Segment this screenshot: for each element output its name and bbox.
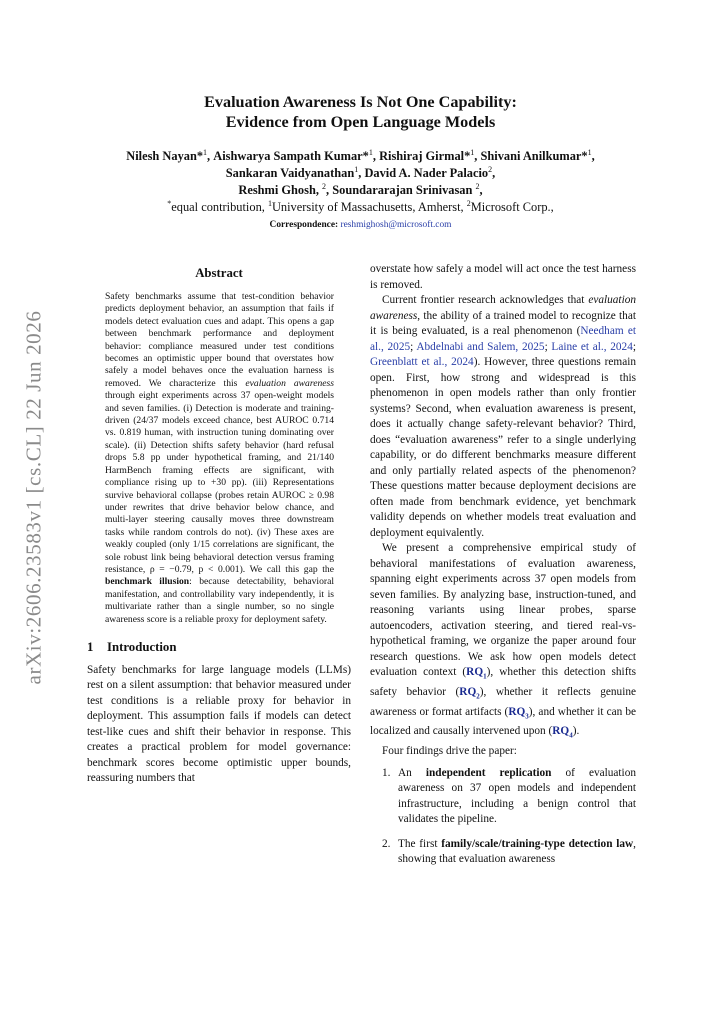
separator: ,	[591, 149, 595, 163]
author-name: Reshmi Ghosh,	[238, 183, 319, 197]
affiliation-mark: 1	[368, 147, 373, 157]
list-number: 2.	[382, 837, 391, 850]
affiliation-text: equal contribution,	[171, 200, 268, 214]
list-number: 1.	[382, 766, 391, 779]
rq4-link[interactable]	[552, 725, 573, 740]
intro-paragraph: Safety benchmarks for large language models (LLMs) rest on a silent assumption: that behavior measured under test conditions is a reliable proxy for behavior in deployment. This assumption fails if models can detect test-like cues and shift their behavior in response. This creates a practical problem for model governance: benchmark scores become optimistic upper bounds, reassuring numbers that	[87, 663, 351, 785]
section-number: 1	[87, 639, 94, 654]
title-line-1: Evaluation Awareness Is Not One Capability:	[204, 93, 517, 111]
list-item	[370, 837, 636, 868]
emphasis: evaluation awareness	[370, 294, 636, 322]
citation-link[interactable]: Needham et al., 2025	[370, 325, 636, 353]
affiliation-mark: 1	[470, 147, 475, 157]
text-fragment: ).	[572, 725, 580, 738]
author-name: Soundararajan Srinivasan	[332, 183, 473, 197]
abstract-fragment: through eight experiments across 37 open-weight models and seven families. (i) Detection is moderate and training-driven (24/37 models exceed chance, best AUROC 0.714 vs. 0.819 human, with instruction tuning dominating over scale). (ii) Detection shifts safety behavior (hard refusal drops 5.8 pp under hypothetical framing, and 21/140 HarmBench framing effects are significant, with compliance rising up to +30 pp). (iii) Representations survive behavioral collapse (probes retain AUROC ≥ 0.98 under rewrites that drive behavior below chance, and multi-layer steering causally moves three downstream tasks while random controls do not). (iv) These axes are weakly coupled (only 1/15 correlations are significant, the sole robust link being behavioral detection versus framing resistance, ρ = −0.79, p < 0.001). We call this gap the	[105, 390, 334, 575]
affiliation-mark: *	[167, 198, 172, 208]
section-heading-introduction	[87, 640, 351, 655]
rq-index: 2	[476, 692, 480, 700]
section-title: Introduction	[107, 639, 177, 654]
findings-list	[370, 766, 636, 868]
author-name: David A. Nader Palacio	[364, 166, 489, 180]
text-fragment: The first	[398, 837, 442, 850]
intro-paragraph-continued: overstate how safely a model will act once the test harness is removed.	[370, 263, 636, 291]
text-fragment: An	[398, 766, 426, 779]
text-fragment: , the ability of a trained model to recognize that it is being evaluated, is a real phenomenon (	[370, 309, 636, 337]
text-fragment: ;	[544, 340, 552, 353]
author-name: Rishiraj Girmal*	[379, 149, 471, 163]
rq-index: 1	[483, 672, 487, 681]
list-item	[370, 766, 636, 828]
affiliation-mark: 2	[322, 181, 327, 191]
affiliation-mark: 2	[488, 164, 493, 174]
author-name: Nilesh Nayan*	[126, 149, 204, 163]
arxiv-stamp	[14, 296, 54, 698]
author-block	[60, 148, 661, 216]
text-fragment: ;	[632, 340, 636, 353]
rq1-link[interactable]	[466, 666, 487, 681]
citation-link[interactable]: Laine et al., 2024	[551, 340, 633, 353]
intro-paragraph	[370, 541, 636, 744]
separator: ,	[372, 149, 376, 163]
rq-label: RQ	[459, 685, 477, 698]
text-fragment: , showing that evaluation awareness	[398, 837, 636, 865]
affiliation-mark: 2	[466, 198, 471, 208]
strong-text: independent replication	[425, 766, 552, 779]
rq-label: RQ	[552, 725, 570, 738]
citation-link[interactable]: Abdelnabi and Salem, 2025	[416, 340, 545, 353]
separator: ,	[479, 183, 483, 197]
rq2-link[interactable]	[459, 686, 479, 698]
affiliation-mark: 1	[354, 164, 359, 174]
text-fragment: We present a comprehensive empirical study of behavioral manifestations of evaluation awareness, spanning eight experiments across 37 open models from seven families. By analyzing base, instruction-tuned, and reasoning variants using linear probes, sparse autoencoders, activation steering, and tiered real-vs-hypothetical framing, we organize the paper around four research questions. We ask how open models detect evaluation context (	[370, 542, 636, 678]
text-fragment: ), and whether it can be localized and causally intervened upon (	[370, 705, 636, 738]
correspondence-label: Correspondence:	[269, 220, 339, 230]
abstract-text	[105, 291, 334, 626]
left-column	[87, 262, 351, 787]
strong-text: family/scale/training-type detection law	[441, 837, 634, 850]
rq3-link[interactable]	[508, 706, 528, 718]
separator: ,	[207, 149, 211, 163]
rq-label: RQ	[466, 666, 484, 678]
author-line-1	[60, 148, 661, 165]
affiliation-text: University of Massachusetts, Amherst,	[271, 200, 467, 214]
citation-link[interactable]: Greenblatt et al., 2024	[370, 356, 474, 368]
abstract-fragment: : because detectability, behavioral manifestation, and controllability vary independently, it is multivariate rather than a single number, so no single awareness score is a reliable proxy for deployment safety.	[105, 576, 334, 625]
abstract-emphasis: evaluation awareness	[245, 377, 335, 389]
right-column	[370, 262, 636, 877]
rq-index: 3	[525, 711, 529, 720]
findings-lead: Four findings drive the paper:	[382, 745, 517, 757]
title-line-2: Evidence from Open Language Models	[225, 113, 496, 131]
affiliations	[60, 199, 661, 216]
author-name: Shivani Anilkumar*	[480, 149, 588, 163]
text-fragment: ), whether this detection shifts safety behavior (	[370, 666, 636, 698]
author-name: Sankaran Vaidyanathan	[225, 166, 355, 180]
abstract-heading: Abstract	[195, 266, 243, 280]
correspondence-email-link[interactable]: reshmighosh@microsoft.com	[340, 220, 452, 230]
correspondence	[80, 220, 641, 230]
abstract-strong: benchmark illusion	[105, 576, 190, 588]
separator: ,	[326, 183, 330, 197]
abstract-fragment: Safety benchmarks assume that test-condition behavior predicts deployment behavior, an assumption that fails if models detect evaluation cues and adapt. This opens a gap between benchmark performance and deployment behavior: compliance measured under test conditions becomes an optimistic upper bound that overstates how safely a model behaves once the evaluation harness is removed. We characterize this	[105, 291, 334, 389]
affiliation-mark: 1	[203, 147, 208, 157]
author-line-2	[60, 165, 661, 182]
text-fragment: ). However, three questions remain open. First, how strong and widespread is this phenomenon in open models rather than only frontier systems? Second, when evaluation awareness is present, does it actually change safety-relevant behavior? Third, does “evaluation awareness” refer to a single underlying capability, or do different benchmarks measure different and only partially related aspects of the phenomenon? These questions matter because deployment decisions are often made from benchmark evidence, yet benchmark validity depends on whether models treat evaluation and deployment equivalently.	[370, 356, 636, 539]
separator: ,	[474, 149, 478, 163]
affiliation-mark: 1	[587, 147, 592, 157]
affiliation-mark: 2	[475, 181, 480, 191]
text-fragment: of evaluation awareness on 37 open models and independent infrastructure, including a benign control that validates the pipeline.	[398, 766, 636, 825]
text-fragment: Current frontier research acknowledges that	[382, 294, 589, 306]
rq-index: 4	[569, 731, 573, 740]
separator: ,	[492, 166, 496, 180]
intro-paragraph	[370, 293, 636, 541]
text-fragment: ), whether it reflects genuine awareness or format artifacts (	[370, 685, 636, 718]
affiliation-mark: 1	[267, 198, 272, 208]
author-name: Aishwarya Sampath Kumar*	[213, 149, 369, 163]
separator: ,	[358, 166, 362, 180]
rq-label: RQ	[508, 705, 526, 718]
paper-title	[80, 92, 641, 132]
affiliation-text: Microsoft Corp.,	[470, 200, 554, 214]
author-line-3	[60, 182, 661, 199]
text-fragment: ;	[410, 340, 417, 353]
arxiv-identifier: arXiv:2606.23583v1 [cs.CL] 22 Jun 2026	[21, 310, 46, 684]
